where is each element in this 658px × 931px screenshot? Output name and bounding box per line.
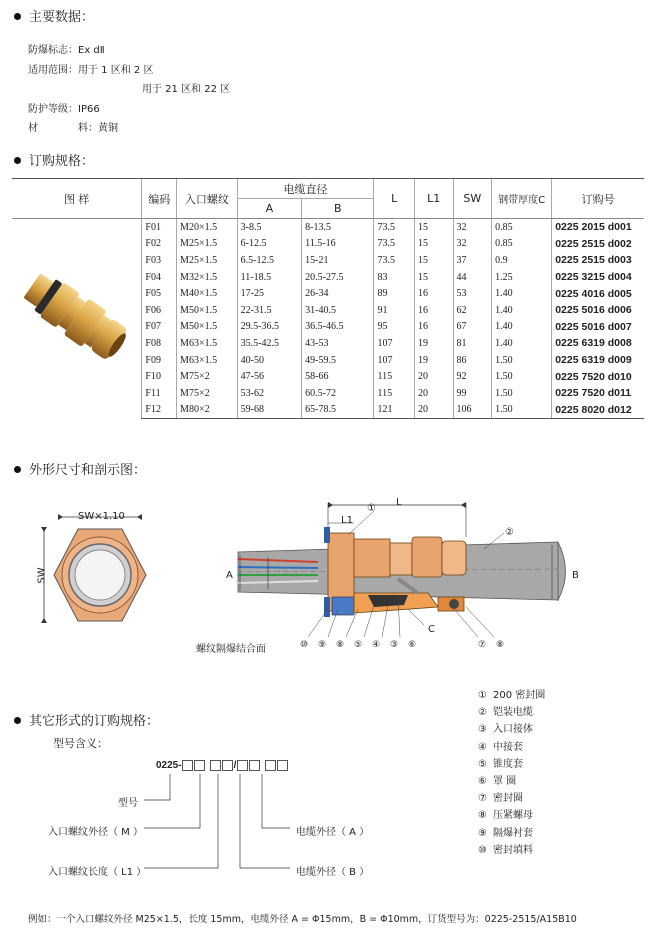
- legend-num: ③: [478, 724, 487, 736]
- cell-b: 20.5-27.5: [302, 269, 374, 286]
- callout-label: ⑦: [478, 640, 487, 650]
- cell-thread: M75×2: [177, 368, 238, 385]
- cell-order: 0225 3215 d004: [552, 269, 644, 286]
- cell-l1: 16: [415, 285, 454, 302]
- cell-thread: M20×1.5: [177, 219, 238, 236]
- cell-a: 22-31.5: [237, 302, 302, 319]
- cell-order: 0225 4016 d005: [552, 285, 644, 302]
- header-code: 编码: [142, 179, 177, 219]
- legend-num: ⑩: [478, 844, 487, 856]
- model-meaning: 型号含义：: [53, 737, 108, 750]
- cell-b: 65-78.5: [302, 402, 374, 419]
- cell-code: F01: [142, 219, 177, 236]
- cell-code: F06: [142, 302, 177, 319]
- callout-label: ⑨: [318, 640, 327, 650]
- cell-b: 58-66: [302, 368, 374, 385]
- cell-l: 73.5: [374, 252, 415, 269]
- section-other-order: 其它形式的订购规格：: [14, 710, 159, 729]
- cell-order: 0225 8020 d012: [552, 402, 644, 419]
- cell-code: F07: [142, 319, 177, 336]
- legend-num: ②: [478, 707, 487, 719]
- legend-text: 锥度套: [492, 758, 523, 770]
- bottom-callouts: [300, 640, 514, 650]
- header-armor: 钢带厚度C: [492, 179, 552, 219]
- legend-item: [478, 755, 523, 770]
- cell-l1: 15: [415, 219, 454, 236]
- cell-order: 0225 7520 d010: [552, 368, 644, 385]
- cell-a: 6.5-12.5: [237, 252, 302, 269]
- cell-sw: 106: [453, 402, 492, 419]
- cell-c: 0.85: [492, 219, 552, 236]
- cell-sw: 32: [453, 219, 492, 236]
- cell-sw: 62: [453, 302, 492, 319]
- cell-order: 0225 7520 d011: [552, 385, 644, 402]
- cell-a: 47-56: [237, 368, 302, 385]
- dim-c-label: C: [428, 624, 435, 635]
- header-a: A: [237, 199, 302, 219]
- cable-b-label: 电缆外径（ B ）: [296, 867, 370, 878]
- cell-l: 115: [374, 368, 415, 385]
- cell-l: 91: [374, 302, 415, 319]
- cell-a: 6-12.5: [237, 236, 302, 253]
- cell-l1: 20: [415, 368, 454, 385]
- cell-l1: 15: [415, 236, 454, 253]
- section-order-spec: 订购规格：: [14, 150, 94, 169]
- legend-text: 罩 圈: [492, 776, 517, 787]
- model-code-leaders: [140, 770, 300, 880]
- thread-joint-caption: 螺纹隔爆结合面: [196, 644, 266, 655]
- model-type-label: 型号: [118, 798, 138, 809]
- legend-item: [478, 824, 533, 839]
- cell-order: 0225 2515 d002: [552, 236, 644, 253]
- section-dimensions: 外形尺寸和剖示图：: [14, 459, 146, 478]
- cell-c: 0.9: [492, 252, 552, 269]
- dim-l1-label: L1: [341, 515, 353, 526]
- cell-c: 1.50: [492, 352, 552, 369]
- callout-label: ③: [390, 640, 399, 650]
- callout-1: ①: [367, 503, 376, 514]
- section-view-drawing: [228, 497, 588, 647]
- callout-label: ⑩: [300, 640, 309, 650]
- cell-code: F10: [142, 368, 177, 385]
- cell-code: F05: [142, 285, 177, 302]
- cell-thread: M63×1.5: [177, 352, 238, 369]
- cell-c: 1.40: [492, 302, 552, 319]
- cell-b: 26-34: [302, 285, 374, 302]
- cell-l: 115: [374, 385, 415, 402]
- bullet-icon: [14, 157, 21, 164]
- cell-l: 107: [374, 352, 415, 369]
- legend-num: ⑧: [478, 810, 487, 822]
- header-cable-dia: 电缆直径: [237, 179, 374, 199]
- sw-dim-label: SW×1.10: [78, 511, 125, 522]
- cell-l1: 15: [415, 252, 454, 269]
- cell-c: 1.40: [492, 335, 552, 352]
- legend-text: 压紧螺母: [492, 810, 533, 822]
- legend-num: ⑦: [478, 793, 487, 805]
- dim-a-label: A: [226, 570, 233, 581]
- cell-l: 95: [374, 319, 415, 336]
- cell-c: 1.50: [492, 385, 552, 402]
- legend-text: 铠装电缆: [492, 707, 533, 719]
- cell-c: 1.50: [492, 368, 552, 385]
- cell-code: F11: [142, 385, 177, 402]
- cell-sw: 92: [453, 368, 492, 385]
- callout-label: ④: [372, 640, 381, 650]
- cell-l: 73.5: [374, 219, 415, 236]
- scope-1: 适用范围：用于 1 区和 2 区: [28, 65, 154, 76]
- cell-sw: 67: [453, 319, 492, 336]
- cell-b: 31-40.5: [302, 302, 374, 319]
- dim-l-label: L: [396, 497, 402, 508]
- legend-item: [478, 841, 533, 856]
- model-code: 0225- /: [156, 760, 288, 771]
- cell-code: F09: [142, 352, 177, 369]
- cell-l1: 15: [415, 269, 454, 286]
- legend-num: ⑥: [478, 776, 487, 787]
- cell-l1: 20: [415, 402, 454, 419]
- thread-len-label: 入口螺纹长度（ L1 ）: [48, 867, 147, 878]
- dim-b-label: B: [572, 570, 579, 581]
- cell-c: 0.85: [492, 236, 552, 253]
- cell-a: 3-8.5: [237, 219, 302, 236]
- cell-l: 73.5: [374, 236, 415, 253]
- cell-thread: M80×2: [177, 402, 238, 419]
- protection-level: 防护等级：IP66: [28, 104, 100, 115]
- cell-thread: M75×2: [177, 385, 238, 402]
- cell-l: 121: [374, 402, 415, 419]
- explosion-mark: 防爆标志：Ex dⅡ: [28, 45, 105, 56]
- cell-b: 43-53: [302, 335, 374, 352]
- header-l: L: [374, 179, 415, 219]
- cell-thread: M50×1.5: [177, 319, 238, 336]
- cell-order: 0225 2515 d003: [552, 252, 644, 269]
- cell-order: 0225 5016 d006: [552, 302, 644, 319]
- cell-l1: 16: [415, 302, 454, 319]
- cell-thread: M40×1.5: [177, 285, 238, 302]
- cell-thread: M63×1.5: [177, 335, 238, 352]
- callout-2: ②: [505, 527, 514, 538]
- cell-b: 15-21: [302, 252, 374, 269]
- header-l1: L1: [415, 179, 454, 219]
- cell-b: 60.5-72: [302, 385, 374, 402]
- cell-c: 1.40: [492, 285, 552, 302]
- cell-order: 0225 2015 d001: [552, 219, 644, 236]
- cell-l: 107: [374, 335, 415, 352]
- cell-sw: 32: [453, 236, 492, 253]
- cell-l1: 20: [415, 385, 454, 402]
- section-main-data: 主要数据：: [14, 6, 94, 25]
- cell-b: 8-13.5: [302, 219, 374, 236]
- header-order: 订购号: [552, 179, 644, 219]
- legend-num: ⑨: [478, 827, 487, 839]
- cell-l1: 19: [415, 335, 454, 352]
- legend-text: 中接套: [492, 741, 523, 753]
- cell-thread: M50×1.5: [177, 302, 238, 319]
- cell-a: 59-68: [237, 402, 302, 419]
- cell-b: 49-59.5: [302, 352, 374, 369]
- order-example: 例如：一个入口螺纹外径 M25×1.5，长度 15mm，电缆外径 A = Φ15mm，B = Φ10mm，订货型号为：0225-2515/A15B10: [28, 914, 577, 925]
- thread-od-label: 入口螺纹外径（ M ）: [48, 827, 143, 838]
- cell-a: 53-62: [237, 385, 302, 402]
- callout-label: ⑥: [408, 640, 417, 650]
- cable-a-label: 电缆外径（ A ）: [296, 827, 370, 838]
- cell-c: 1.50: [492, 402, 552, 419]
- callout-label: ⑧: [336, 640, 345, 650]
- legend-item: [478, 806, 533, 821]
- legend-item: [478, 720, 533, 735]
- legend-num: ⑤: [478, 758, 487, 770]
- cell-thread: M25×1.5: [177, 252, 238, 269]
- legend-item: [478, 738, 523, 753]
- cell-l1: 19: [415, 352, 454, 369]
- cell-code: F03: [142, 252, 177, 269]
- cell-a: 35.5-42.5: [237, 335, 302, 352]
- legend-text: 隔爆衬套: [492, 827, 533, 839]
- cell-code: F12: [142, 402, 177, 419]
- cell-a: 17-25: [237, 285, 302, 302]
- legend-text: 入口接体: [492, 724, 533, 736]
- callout-label: ⑤: [354, 640, 363, 650]
- cell-sw: 86: [453, 352, 492, 369]
- scope-2: 用于 21 区和 22 区: [142, 84, 231, 95]
- bullet-icon: [14, 13, 21, 20]
- cell-order: 0225 6319 d008: [552, 335, 644, 352]
- cell-sw: 53: [453, 285, 492, 302]
- cell-b: 36.5-46.5: [302, 319, 374, 336]
- material-value: 料：黄铜: [78, 123, 118, 134]
- cell-c: 1.40: [492, 319, 552, 336]
- header-sw: SW: [453, 179, 492, 219]
- sw-label: SW: [36, 567, 48, 584]
- cell-sw: 99: [453, 385, 492, 402]
- header-b: B: [302, 199, 374, 219]
- cell-a: 11-18.5: [237, 269, 302, 286]
- legend-item: [478, 789, 523, 804]
- header-thread: 入口螺纹: [177, 179, 238, 219]
- cell-l1: 16: [415, 319, 454, 336]
- callout-label: ⑧: [496, 640, 505, 650]
- cell-l: 83: [374, 269, 415, 286]
- cell-sw: 81: [453, 335, 492, 352]
- cell-c: 1.25: [492, 269, 552, 286]
- cell-l: 89: [374, 285, 415, 302]
- cell-code: F08: [142, 335, 177, 352]
- cell-order: 0225 6319 d009: [552, 352, 644, 369]
- table-row: [12, 219, 644, 236]
- cell-thread: M25×1.5: [177, 236, 238, 253]
- legend-item: [478, 772, 516, 787]
- cell-sw: 44: [453, 269, 492, 286]
- legend-num: ④: [478, 741, 487, 753]
- cell-code: F02: [142, 236, 177, 253]
- front-view-drawing: [30, 505, 170, 635]
- cell-order: 0225 5016 d007: [552, 319, 644, 336]
- legend-item: [478, 686, 545, 701]
- legend-item: [478, 703, 533, 718]
- legend-text: 200 密封圈: [492, 690, 546, 701]
- legend-text: 密封填料: [492, 844, 533, 856]
- material-label: 材: [28, 123, 38, 134]
- bullet-icon: [14, 466, 21, 473]
- cell-thread: M32×1.5: [177, 269, 238, 286]
- cell-a: 29.5-36.5: [237, 319, 302, 336]
- legend-num: ①: [478, 690, 487, 701]
- bullet-icon: [14, 717, 21, 724]
- cell-b: 11.5-16: [302, 236, 374, 253]
- cell-sw: 37: [453, 252, 492, 269]
- header-pattern: 图 样: [12, 179, 142, 219]
- cell-code: F04: [142, 269, 177, 286]
- cable-gland-photo: [18, 262, 136, 372]
- legend-text: 密封圈: [492, 793, 523, 805]
- cell-a: 40-50: [237, 352, 302, 369]
